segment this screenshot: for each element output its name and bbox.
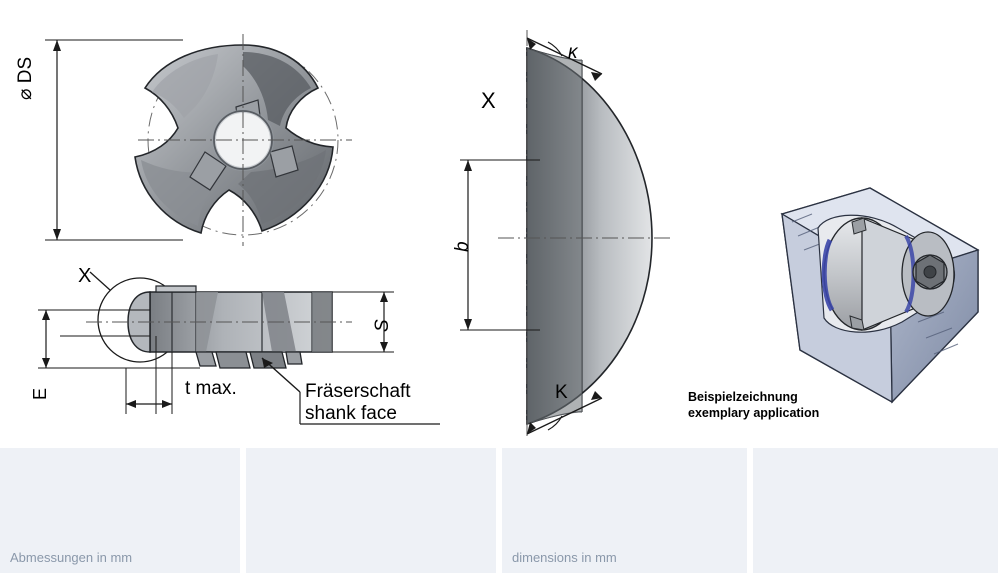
panel-spacer-1 xyxy=(246,448,496,573)
label-height-e: E xyxy=(30,387,50,400)
label-view-marker-side: X xyxy=(78,265,92,287)
label-diameter-ds: ⌀ DS xyxy=(15,56,36,100)
panel-dimensions-de xyxy=(0,448,240,573)
panel-dimensions-en xyxy=(502,448,747,573)
label-kappa-upper: κ xyxy=(568,42,578,63)
label-kappa-lower: K xyxy=(555,382,568,403)
front-view-group xyxy=(45,34,352,246)
label-shank-face-de: Fräserschaft xyxy=(305,381,411,402)
bottom-panels xyxy=(0,448,1004,573)
label-exemplary-application xyxy=(688,390,819,421)
label-width-b: b xyxy=(452,241,473,252)
label-shank-face-en: shank face xyxy=(305,402,397,424)
label-exemplary-de: Beispielzeichnung xyxy=(688,390,798,404)
label-t-max: t max. xyxy=(185,378,237,399)
panel-label-de: Abmessungen in mm xyxy=(10,550,133,565)
application-3d-group xyxy=(782,188,978,402)
label-view-marker-front: X xyxy=(481,88,496,113)
label-height-s: S xyxy=(372,319,393,332)
panel-label-en: dimensions in mm xyxy=(512,550,617,565)
label-shank-face xyxy=(305,381,411,425)
label-exemplary-en: exemplary application xyxy=(688,405,820,420)
panel-spacer-2 xyxy=(753,448,998,573)
